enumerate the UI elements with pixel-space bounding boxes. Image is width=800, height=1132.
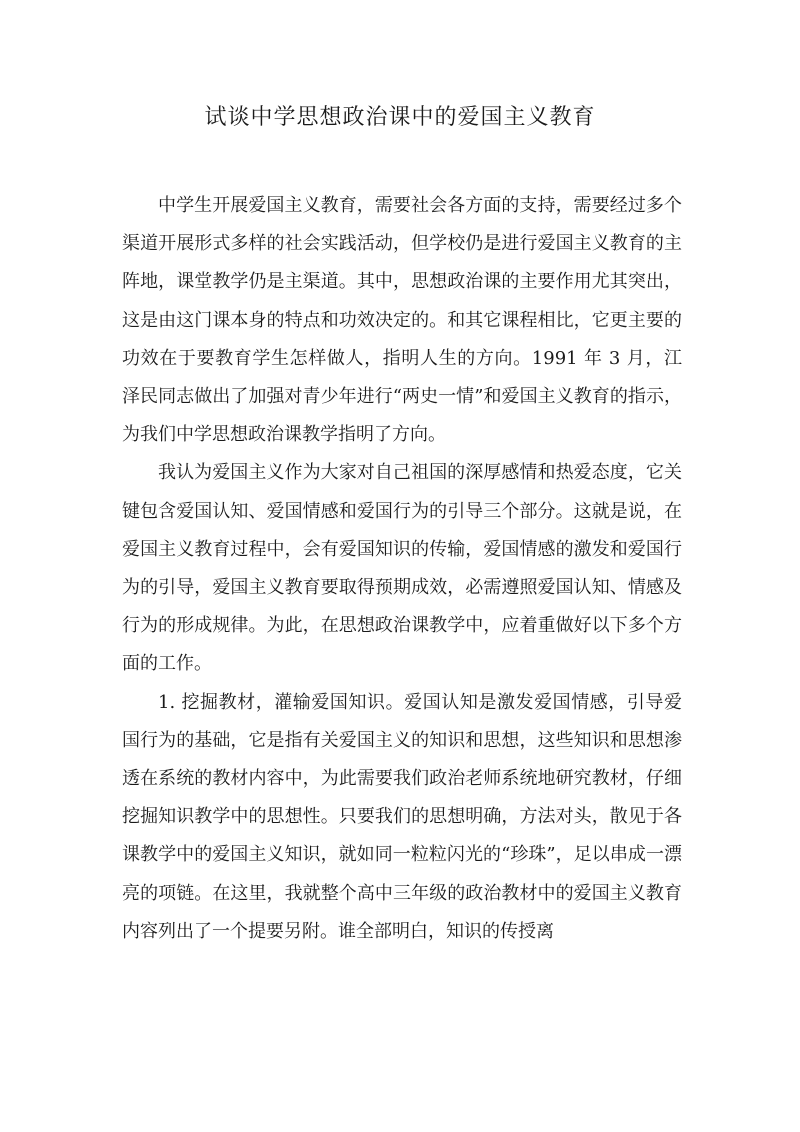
- paragraph-3: 1. 挖掘教材，灌输爱国知识。爱国认知是激发爱国情感，引导爱国行为的基础，它是指有关爱国主义的知识和思想，这些知识和思想渗透在系统的教材内容中，为此需要我们政治老师系统地研究教材，仔细挖掘知识教学中的思想性。只要我们的思想明确，方法对头，散见于各课教学中的爱国主义知识，就如同一粒粒闪光的“珍珠”，足以串成一漂亮的项链。在这里，我就整个高中三年级的政治教材中的爱国主义教育内容列出了一个提要另附。谁全部明白，知识的传授离: [122, 691, 682, 942]
- paragraph-1: 中学生开展爱国主义教育，需要社会各方面的支持，需要经过多个渠道开展形式多样的社会实践活动，但学校仍是进行爱国主义教育的主阵地，课堂教学仍是主渠道。其中，思想政治课的主要作用尤其突出，这是由这门课本身的特点和功效决定的。和其它课程相比，它更主要的功效在于要教育学生怎样做人，指明人生的方向。1991 年 3 月，江泽民同志做出了加强对青少年进行“两史一情”和爱国主义教育的指示，为我们中学思想政治课教学指明了方向。: [122, 195, 682, 446]
- document-title: 试谈中学思想政治课中的爱国主义教育: [204, 105, 596, 130]
- paragraph-2: 我认为爱国主义作为大家对自己祖国的深厚感情和热爱态度，它关键包含爱国认知、爱国情感和爱国行为的引导三个部分。这就是说，在爱国主义教育过程中，会有爱国知识的传输，爱国情感的激发和爱国行为的引导，爱国主义教育要取得预期成效，必需遵照爱国认知、情感及行为的形成规律。为此，在思想政治课教学中，应着重做好以下多个方面的工作。: [122, 462, 682, 675]
- document-body: [122, 187, 682, 951]
